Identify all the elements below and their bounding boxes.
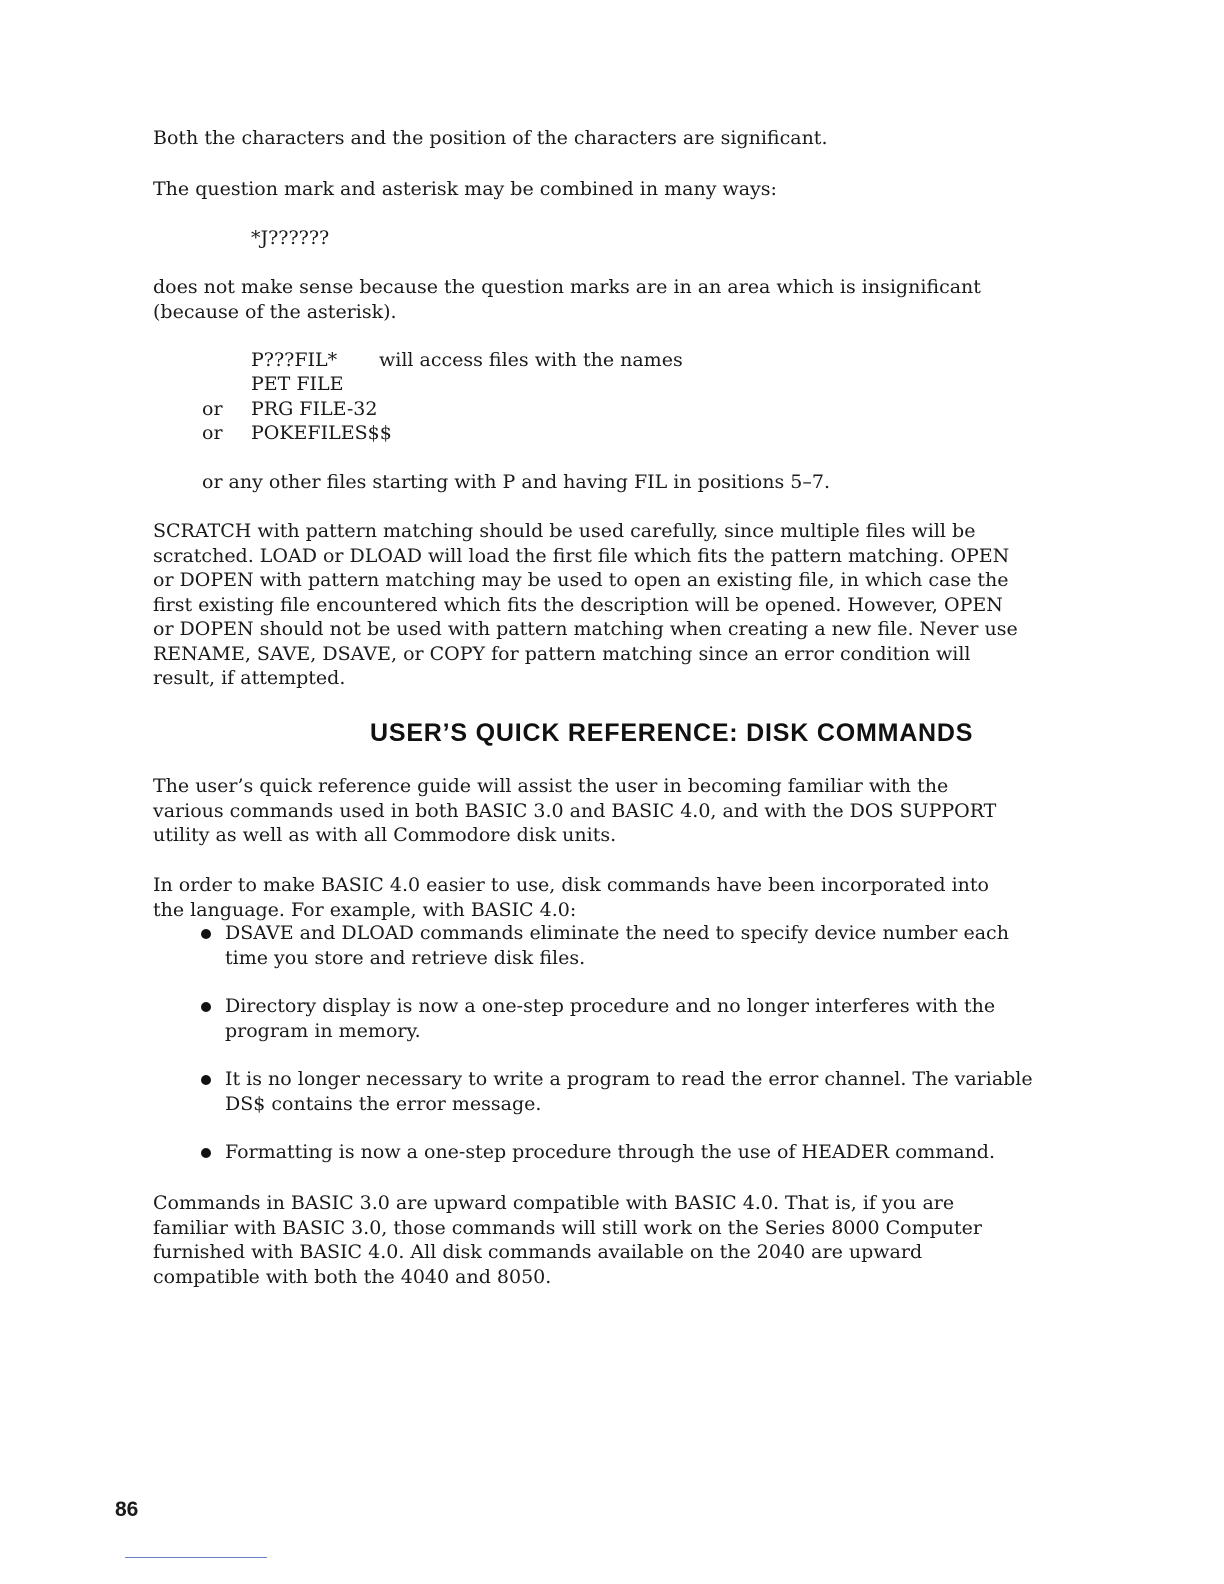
or-label: or <box>202 398 223 420</box>
pattern-description: will access files with the names <box>379 349 683 371</box>
paragraph-guide: The user’s quick reference guide will assist the user in becoming familiar with the various commands used in both BASIC 3.0 and BASIC 4.0, and with the DOS SUPPORT utility as well as with all Commodore disk units. <box>153 775 997 846</box>
pattern-code: P???FIL* <box>251 349 338 371</box>
list-item-text: It is no longer necessary to write a program to read the error channel. The variable DS$ contains the error message. <box>225 1068 1033 1115</box>
paragraph-significant: Both the characters and the position of the characters are significant. <box>153 127 828 149</box>
section-heading: USER’S QUICK REFERENCE: DISK COMMANDS <box>370 719 974 747</box>
list-item <box>153 1067 1033 1116</box>
paragraph-no-sense: does not make sense because the question marks are in an area which is insignificant (because of the asterisk). <box>153 276 981 323</box>
list-item <box>153 994 1033 1043</box>
file-name: PET FILE <box>251 373 344 395</box>
pattern-trailing-note: or any other files starting with P and having FIL in positions 5–7. <box>202 471 830 493</box>
bullet-icon <box>201 1075 211 1085</box>
bullet-icon <box>201 1148 211 1158</box>
footer-rule <box>125 1557 267 1558</box>
example-pattern: *J?????? <box>251 227 330 249</box>
list-item <box>153 921 1033 970</box>
file-name: PRG FILE-32 <box>251 398 378 420</box>
list-item <box>153 1140 1033 1165</box>
or-label: or <box>202 422 223 444</box>
page-number: 86 <box>115 1498 139 1521</box>
list-item-text: Formatting is now a one-step procedure through the use of HEADER command. <box>225 1141 996 1163</box>
list-item-text: Directory display is now a one-step procedure and no longer interferes with the program in memory. <box>225 995 996 1042</box>
list-item-text: DSAVE and DLOAD commands eliminate the need to specify device number each time you store and retrieve disk files. <box>225 922 1009 969</box>
file-name: POKEFILES$$ <box>251 422 392 444</box>
paragraph-compat: Commands in BASIC 3.0 are upward compatible with BASIC 4.0. That is, if you are familiar with BASIC 3.0, those commands will still work on the Series 8000 Computer furnished with BASIC 4.0. All disk commands available on the 2040 are upward compatible with both the 4040 and 8050. <box>153 1192 982 1288</box>
paragraph-scratch: SCRATCH with pattern matching should be used carefully, since multiple files will be scratched. LOAD or DLOAD will load the first file which fits the pattern matching. OPEN or DOPEN with pattern matching may be used to open an existing file, in which case the first existing file encountered which fits the description will be opened. However, OPEN or DOPEN should not be used with pattern matching when creating a new file. Never use RENAME, SAVE, DSAVE, or COPY for pattern matching since an error condition will result, if attempted. <box>153 520 1018 689</box>
bullet-icon <box>201 1002 211 1012</box>
bullet-icon <box>201 929 211 939</box>
paragraph-combined: The question mark and asterisk may be combined in many ways: <box>153 178 777 200</box>
paragraph-order: In order to make BASIC 4.0 easier to use, disk commands have been incorporated into the language. For example, with BASIC 4.0: <box>153 874 989 921</box>
feature-list <box>153 921 1033 1189</box>
